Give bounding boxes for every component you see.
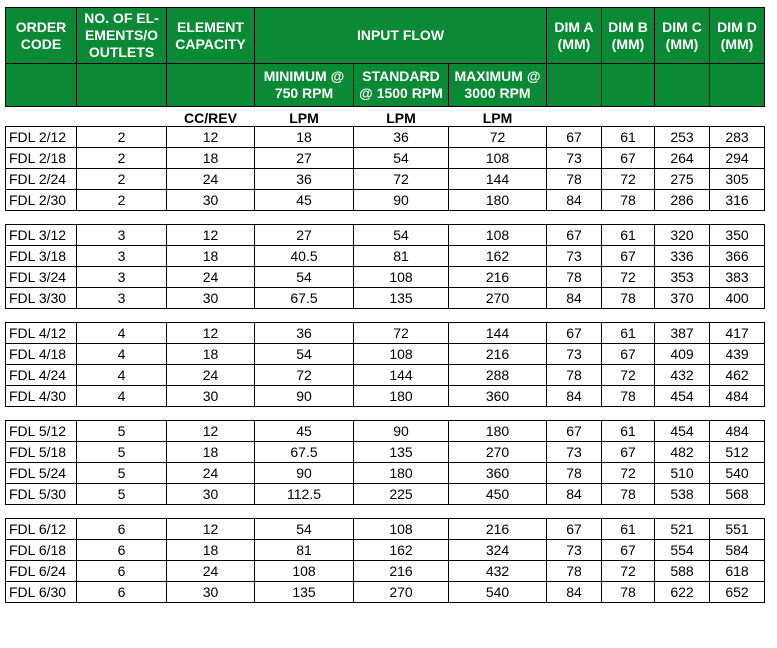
value-cell: 162 [354, 540, 449, 561]
header-blank [547, 64, 602, 107]
value-cell: 40.5 [255, 246, 354, 267]
value-cell: 24 [167, 169, 255, 190]
value-cell: 78 [602, 582, 655, 603]
value-cell: 462 [710, 365, 765, 386]
units-row [6, 107, 765, 127]
value-cell: 18 [255, 127, 354, 148]
value-cell: 30 [167, 288, 255, 309]
value-cell: 2 [77, 169, 167, 190]
value-cell: 5 [77, 421, 167, 442]
value-cell: 30 [167, 484, 255, 505]
value-cell: 72 [602, 267, 655, 288]
value-cell: 4 [77, 386, 167, 407]
value-cell: 73 [547, 442, 602, 463]
value-cell: 108 [449, 225, 547, 246]
order-code-cell: FDL 2/24 [6, 169, 77, 190]
value-cell: 90 [354, 190, 449, 211]
value-cell: 5 [77, 442, 167, 463]
unit-min: LPM [289, 110, 319, 126]
value-cell: 450 [449, 484, 547, 505]
value-cell: 216 [354, 561, 449, 582]
value-cell: 18 [167, 442, 255, 463]
value-cell: 78 [547, 561, 602, 582]
value-cell: 554 [655, 540, 710, 561]
value-cell: 6 [77, 561, 167, 582]
table-row [6, 519, 765, 540]
order-code-cell: FDL 6/12 [6, 519, 77, 540]
value-cell: 108 [354, 267, 449, 288]
value-cell: 383 [710, 267, 765, 288]
value-cell: 30 [167, 386, 255, 407]
value-cell: 454 [655, 386, 710, 407]
table-row [6, 561, 765, 582]
value-cell: 225 [354, 484, 449, 505]
value-cell: 24 [167, 561, 255, 582]
unit-capacity: CC/REV [184, 110, 237, 126]
value-cell: 72 [602, 463, 655, 484]
table-row [6, 267, 765, 288]
value-cell: 484 [710, 386, 765, 407]
order-code-cell: FDL 2/18 [6, 148, 77, 169]
value-cell: 78 [602, 190, 655, 211]
value-cell: 652 [710, 582, 765, 603]
value-cell: 61 [602, 519, 655, 540]
value-cell: 135 [255, 582, 354, 603]
value-cell: 90 [255, 463, 354, 484]
value-cell: 286 [655, 190, 710, 211]
order-code-cell: FDL 3/24 [6, 267, 77, 288]
value-cell: 72 [354, 169, 449, 190]
value-cell: 27 [255, 225, 354, 246]
value-cell: 54 [354, 225, 449, 246]
value-cell: 78 [547, 267, 602, 288]
value-cell: 67 [602, 148, 655, 169]
value-cell: 84 [547, 386, 602, 407]
value-cell: 67 [602, 540, 655, 561]
order-code-cell: FDL 5/18 [6, 442, 77, 463]
value-cell: 73 [547, 540, 602, 561]
header-order-code: ORDER CODE [6, 8, 77, 64]
value-cell: 551 [710, 519, 765, 540]
group-spacer [6, 309, 765, 323]
table-row [6, 386, 765, 407]
value-cell: 67.5 [255, 442, 354, 463]
order-code-cell: FDL 2/12 [6, 127, 77, 148]
order-code-cell: FDL 3/18 [6, 246, 77, 267]
value-cell: 216 [449, 267, 547, 288]
value-cell: 512 [710, 442, 765, 463]
header-dim-d: DIM D (MM) [710, 8, 765, 64]
value-cell: 67 [547, 323, 602, 344]
value-cell: 24 [167, 365, 255, 386]
value-cell: 67 [547, 421, 602, 442]
table-row [6, 484, 765, 505]
value-cell: 24 [167, 463, 255, 484]
value-cell: 439 [710, 344, 765, 365]
value-cell: 81 [354, 246, 449, 267]
value-cell: 90 [255, 386, 354, 407]
value-cell: 67 [602, 442, 655, 463]
value-cell: 67.5 [255, 288, 354, 309]
value-cell: 12 [167, 323, 255, 344]
group-spacer [6, 211, 765, 225]
value-cell: 36 [255, 169, 354, 190]
table-row [6, 442, 765, 463]
value-cell: 324 [449, 540, 547, 561]
value-cell: 417 [710, 323, 765, 344]
value-cell: 78 [602, 288, 655, 309]
value-cell: 270 [449, 442, 547, 463]
value-cell: 3 [77, 246, 167, 267]
value-cell: 135 [354, 288, 449, 309]
value-cell: 270 [449, 288, 547, 309]
value-cell: 6 [77, 519, 167, 540]
value-cell: 78 [547, 169, 602, 190]
value-cell: 6 [77, 540, 167, 561]
value-cell: 288 [449, 365, 547, 386]
value-cell: 78 [547, 365, 602, 386]
table-row [6, 169, 765, 190]
value-cell: 584 [710, 540, 765, 561]
value-cell: 305 [710, 169, 765, 190]
table-row [6, 463, 765, 484]
value-cell: 180 [449, 190, 547, 211]
table-row [6, 148, 765, 169]
value-cell: 360 [449, 463, 547, 484]
value-cell: 4 [77, 323, 167, 344]
value-cell: 3 [77, 288, 167, 309]
value-cell: 521 [655, 519, 710, 540]
value-cell: 144 [449, 323, 547, 344]
value-cell: 30 [167, 190, 255, 211]
order-code-cell: FDL 5/24 [6, 463, 77, 484]
value-cell: 54 [255, 344, 354, 365]
value-cell: 45 [255, 421, 354, 442]
header-standard: STANDARD @ 1500 RPM [354, 64, 449, 107]
group-spacer [6, 505, 765, 519]
value-cell: 336 [655, 246, 710, 267]
header-input-flow: INPUT FLOW [255, 8, 547, 64]
order-code-cell: FDL 2/30 [6, 190, 77, 211]
table-row [6, 288, 765, 309]
value-cell: 61 [602, 225, 655, 246]
value-cell: 2 [77, 127, 167, 148]
table-row [6, 421, 765, 442]
value-cell: 72 [255, 365, 354, 386]
header-blank [602, 64, 655, 107]
value-cell: 84 [547, 582, 602, 603]
value-cell: 108 [449, 148, 547, 169]
header-blank [710, 64, 765, 107]
value-cell: 108 [354, 519, 449, 540]
value-cell: 72 [602, 169, 655, 190]
table-body [6, 107, 765, 603]
value-cell: 72 [602, 365, 655, 386]
value-cell: 216 [449, 344, 547, 365]
group-spacer [6, 407, 765, 421]
value-cell: 180 [449, 421, 547, 442]
value-cell: 320 [655, 225, 710, 246]
value-cell: 72 [602, 561, 655, 582]
order-code-cell: FDL 6/30 [6, 582, 77, 603]
value-cell: 264 [655, 148, 710, 169]
header-row-sub [6, 64, 765, 107]
value-cell: 73 [547, 148, 602, 169]
value-cell: 12 [167, 421, 255, 442]
spec-table-container [5, 7, 765, 603]
table-row [6, 246, 765, 267]
value-cell: 316 [710, 190, 765, 211]
value-cell: 135 [354, 442, 449, 463]
value-cell: 36 [255, 323, 354, 344]
value-cell: 253 [655, 127, 710, 148]
value-cell: 73 [547, 344, 602, 365]
value-cell: 275 [655, 169, 710, 190]
value-cell: 36 [354, 127, 449, 148]
table-row [6, 190, 765, 211]
value-cell: 622 [655, 582, 710, 603]
value-cell: 180 [354, 386, 449, 407]
value-cell: 484 [710, 421, 765, 442]
value-cell: 6 [77, 582, 167, 603]
value-cell: 84 [547, 190, 602, 211]
value-cell: 2 [77, 148, 167, 169]
spec-table [5, 7, 765, 603]
table-row [6, 323, 765, 344]
header-outlets: NO. OF EL-EMENTS/O OUTLETS [77, 8, 167, 64]
value-cell: 61 [602, 127, 655, 148]
value-cell: 67 [547, 519, 602, 540]
value-cell: 3 [77, 225, 167, 246]
header-row-top [6, 8, 765, 64]
value-cell: 84 [547, 288, 602, 309]
value-cell: 108 [354, 344, 449, 365]
value-cell: 108 [255, 561, 354, 582]
value-cell: 81 [255, 540, 354, 561]
value-cell: 78 [602, 484, 655, 505]
unit-max: LPM [482, 110, 513, 126]
value-cell: 510 [655, 463, 710, 484]
value-cell: 588 [655, 561, 710, 582]
value-cell: 90 [354, 421, 449, 442]
header-dim-a: DIM A (MM) [547, 8, 602, 64]
value-cell: 18 [167, 344, 255, 365]
value-cell: 568 [710, 484, 765, 505]
header-dim-b: DIM B (MM) [602, 8, 655, 64]
value-cell: 162 [449, 246, 547, 267]
value-cell: 540 [449, 582, 547, 603]
order-code-cell: FDL 6/24 [6, 561, 77, 582]
header-dim-c: DIM C (MM) [655, 8, 710, 64]
value-cell: 454 [655, 421, 710, 442]
value-cell: 432 [655, 365, 710, 386]
value-cell: 409 [655, 344, 710, 365]
value-cell: 350 [710, 225, 765, 246]
value-cell: 432 [449, 561, 547, 582]
table-row [6, 344, 765, 365]
value-cell: 84 [547, 484, 602, 505]
value-cell: 366 [710, 246, 765, 267]
value-cell: 2 [77, 190, 167, 211]
order-code-cell: FDL 6/18 [6, 540, 77, 561]
value-cell: 54 [354, 148, 449, 169]
value-cell: 4 [77, 344, 167, 365]
value-cell: 61 [602, 323, 655, 344]
value-cell: 72 [449, 127, 547, 148]
value-cell: 78 [602, 386, 655, 407]
value-cell: 61 [602, 421, 655, 442]
table-row [6, 540, 765, 561]
value-cell: 270 [354, 582, 449, 603]
order-code-cell: FDL 5/12 [6, 421, 77, 442]
order-code-cell: FDL 3/30 [6, 288, 77, 309]
value-cell: 540 [710, 463, 765, 484]
value-cell: 67 [602, 344, 655, 365]
value-cell: 294 [710, 148, 765, 169]
value-cell: 12 [167, 225, 255, 246]
value-cell: 618 [710, 561, 765, 582]
table-row [6, 365, 765, 386]
order-code-cell: FDL 4/18 [6, 344, 77, 365]
value-cell: 18 [167, 246, 255, 267]
value-cell: 180 [354, 463, 449, 484]
value-cell: 30 [167, 582, 255, 603]
value-cell: 3 [77, 267, 167, 288]
value-cell: 12 [167, 127, 255, 148]
value-cell: 112.5 [255, 484, 354, 505]
order-code-cell: FDL 4/24 [6, 365, 77, 386]
value-cell: 482 [655, 442, 710, 463]
table-row [6, 582, 765, 603]
value-cell: 5 [77, 463, 167, 484]
value-cell: 12 [167, 519, 255, 540]
value-cell: 67 [547, 127, 602, 148]
header-capacity: ELEMENT CAPACITY [167, 8, 255, 64]
header-maximum: MAXIMUM @ 3000 RPM [449, 64, 547, 107]
value-cell: 360 [449, 386, 547, 407]
unit-std: LPM [386, 110, 416, 126]
value-cell: 387 [655, 323, 710, 344]
order-code-cell: FDL 3/12 [6, 225, 77, 246]
value-cell: 18 [167, 540, 255, 561]
value-cell: 72 [354, 323, 449, 344]
header-blank [167, 64, 255, 107]
value-cell: 144 [354, 365, 449, 386]
order-code-cell: FDL 4/30 [6, 386, 77, 407]
header-minimum: MINIMUM @ 750 RPM [255, 64, 354, 107]
value-cell: 144 [449, 169, 547, 190]
value-cell: 353 [655, 267, 710, 288]
value-cell: 54 [255, 267, 354, 288]
value-cell: 5 [77, 484, 167, 505]
value-cell: 54 [255, 519, 354, 540]
value-cell: 216 [449, 519, 547, 540]
value-cell: 67 [547, 225, 602, 246]
value-cell: 400 [710, 288, 765, 309]
value-cell: 18 [167, 148, 255, 169]
value-cell: 45 [255, 190, 354, 211]
value-cell: 67 [602, 246, 655, 267]
value-cell: 370 [655, 288, 710, 309]
value-cell: 538 [655, 484, 710, 505]
order-code-cell: FDL 5/30 [6, 484, 77, 505]
order-code-cell: FDL 4/12 [6, 323, 77, 344]
value-cell: 4 [77, 365, 167, 386]
value-cell: 78 [547, 463, 602, 484]
header-blank [655, 64, 710, 107]
value-cell: 73 [547, 246, 602, 267]
value-cell: 283 [710, 127, 765, 148]
table-row [6, 225, 765, 246]
header-blank [6, 64, 77, 107]
value-cell: 27 [255, 148, 354, 169]
table-row [6, 127, 765, 148]
value-cell: 24 [167, 267, 255, 288]
header-blank [77, 64, 167, 107]
